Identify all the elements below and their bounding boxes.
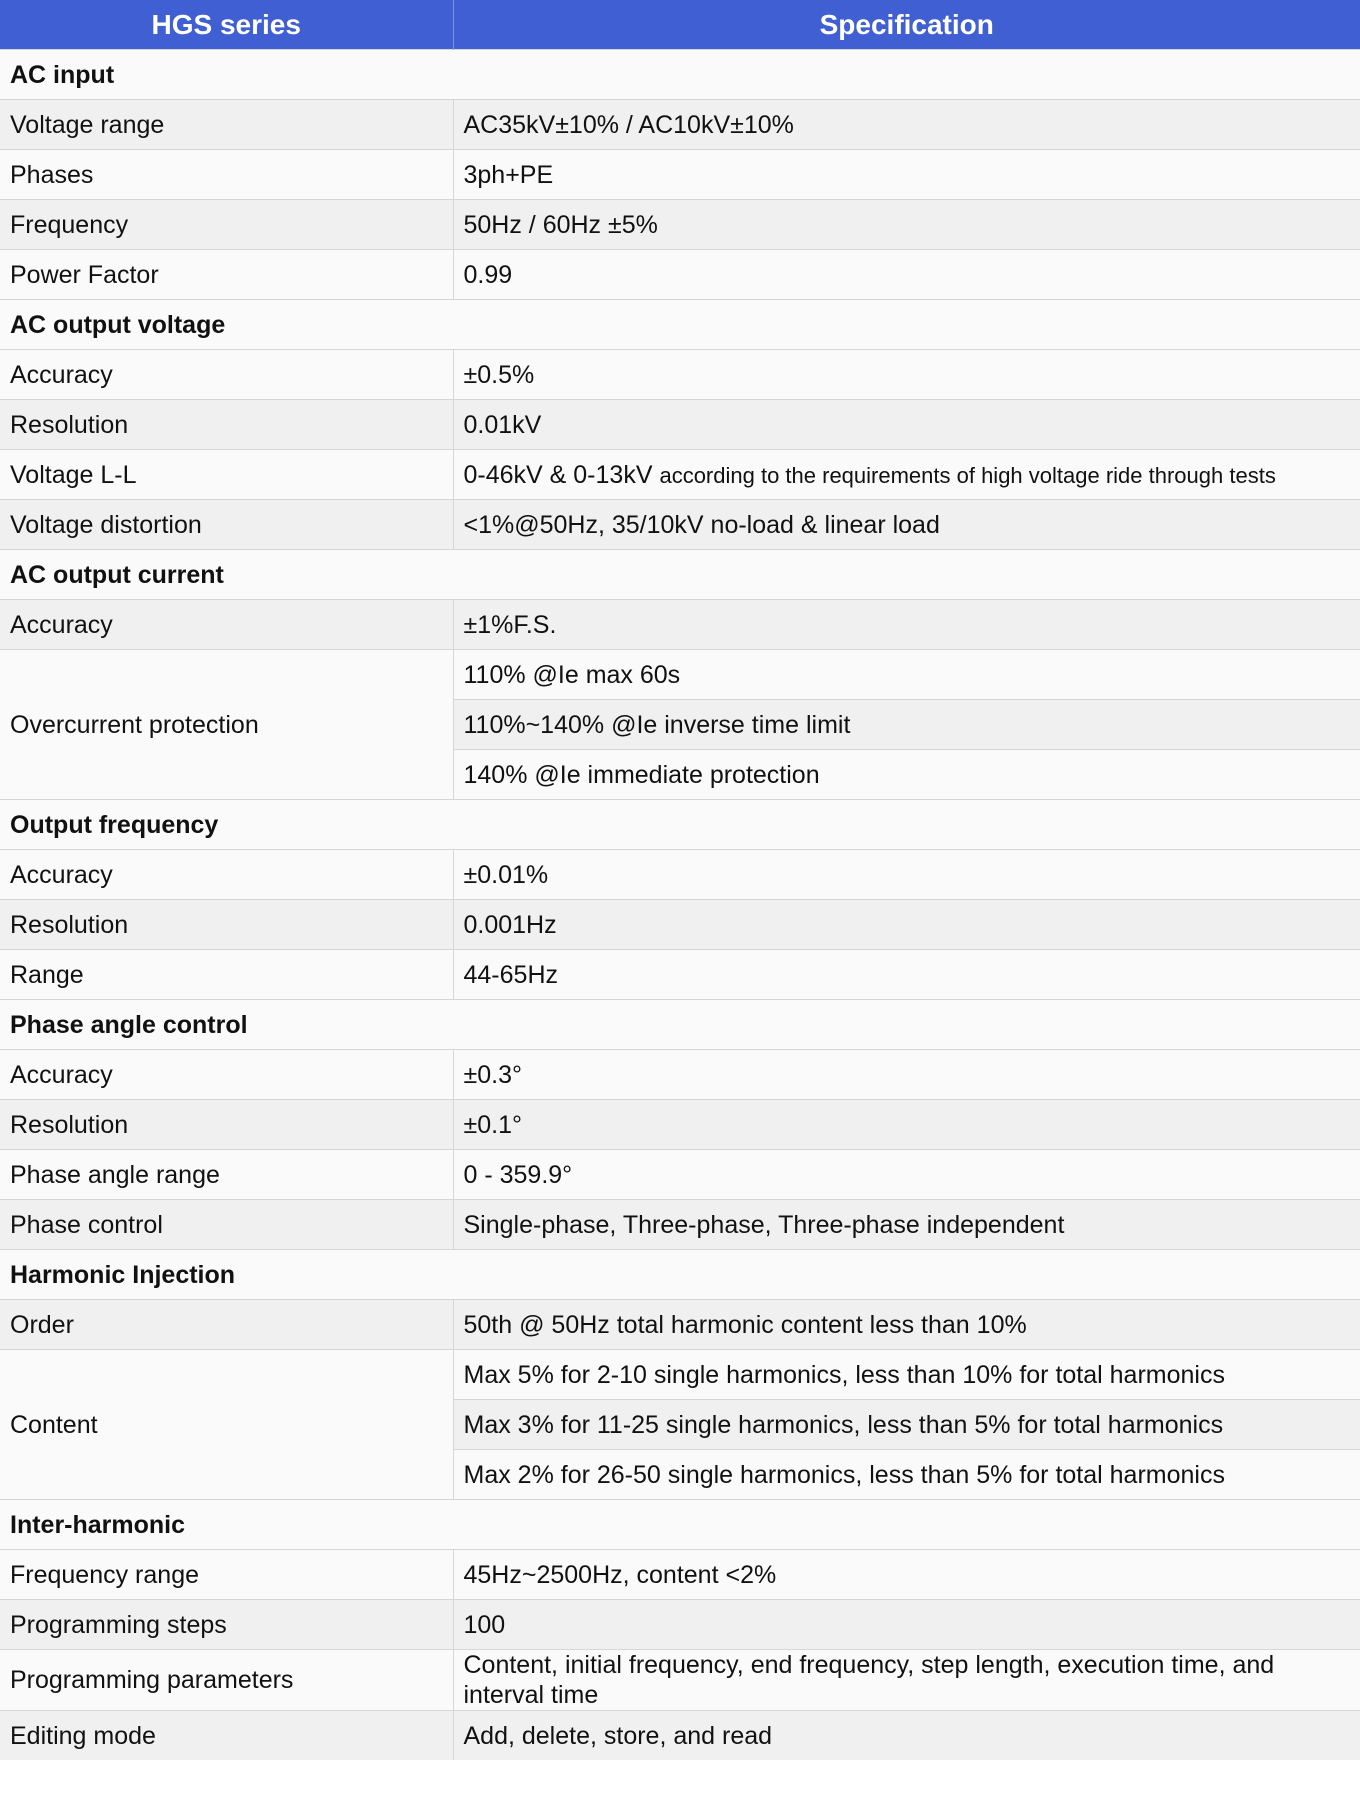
table-row — [0, 350, 1360, 400]
section-output-frequency — [0, 800, 1360, 850]
table-row — [0, 950, 1360, 1000]
row-label: Frequency — [0, 200, 453, 250]
table-row — [0, 500, 1360, 550]
row-label: Range — [0, 950, 453, 1000]
row-value: Max 2% for 26-50 single harmonics, less than 5% for total harmonics — [453, 1450, 1360, 1500]
table-row — [0, 1711, 1360, 1761]
row-value: ±1%F.S. — [453, 600, 1360, 650]
section-title: AC output current — [0, 550, 1360, 600]
table-row — [0, 850, 1360, 900]
table-row — [0, 1600, 1360, 1650]
row-value: 0 - 359.9° — [453, 1150, 1360, 1200]
table-row — [0, 650, 1360, 700]
row-value: Content, initial frequency, end frequency, step length, execution time, and interval time — [453, 1650, 1360, 1711]
section-ac-input — [0, 50, 1360, 100]
row-label: Power Factor — [0, 250, 453, 300]
section-title: Harmonic Injection — [0, 1250, 1360, 1300]
row-value: 50th @ 50Hz total harmonic content less than 10% — [453, 1300, 1360, 1350]
section-phase-angle-control — [0, 1000, 1360, 1050]
row-value — [453, 450, 1360, 500]
row-value: ±0.3° — [453, 1050, 1360, 1100]
table-row — [0, 450, 1360, 500]
row-label: Resolution — [0, 400, 453, 450]
row-value: Add, delete, store, and read — [453, 1711, 1360, 1761]
table-row — [0, 250, 1360, 300]
row-value: 140% @Ie immediate protection — [453, 750, 1360, 800]
row-label: Accuracy — [0, 350, 453, 400]
table-row — [0, 1150, 1360, 1200]
row-label: Frequency range — [0, 1550, 453, 1600]
row-label: Accuracy — [0, 1050, 453, 1100]
row-label: Phase control — [0, 1200, 453, 1250]
row-label: Voltage distortion — [0, 500, 453, 550]
row-value: ±0.1° — [453, 1100, 1360, 1150]
row-value: 110%~140% @Ie inverse time limit — [453, 700, 1360, 750]
row-value: 0.001Hz — [453, 900, 1360, 950]
table-row — [0, 1200, 1360, 1250]
table-row — [0, 1350, 1360, 1400]
row-label: Accuracy — [0, 600, 453, 650]
table-row — [0, 1300, 1360, 1350]
table-row — [0, 1650, 1360, 1711]
row-value: Max 5% for 2-10 single harmonics, less than 10% for total harmonics — [453, 1350, 1360, 1400]
header-series: HGS series — [0, 0, 453, 50]
row-value: 3ph+PE — [453, 150, 1360, 200]
section-title: AC input — [0, 50, 1360, 100]
row-label: Overcurrent protection — [0, 650, 453, 800]
row-value: 45Hz~2500Hz, content <2% — [453, 1550, 1360, 1600]
row-label: Accuracy — [0, 850, 453, 900]
row-label: Voltage range — [0, 100, 453, 150]
section-title: Output frequency — [0, 800, 1360, 850]
row-value: ±0.5% — [453, 350, 1360, 400]
table-row — [0, 600, 1360, 650]
voltage-ll-value: 0-46kV & 0-13kV — [463, 460, 653, 489]
table-row — [0, 400, 1360, 450]
row-value: 100 — [453, 1600, 1360, 1650]
row-label: Resolution — [0, 900, 453, 950]
row-label: Order — [0, 1300, 453, 1350]
row-value: 50Hz / 60Hz ±5% — [453, 200, 1360, 250]
section-ac-output-current — [0, 550, 1360, 600]
row-value: 0.99 — [453, 250, 1360, 300]
section-title: AC output voltage — [0, 300, 1360, 350]
row-value: <1%@50Hz, 35/10kV no-load & linear load — [453, 500, 1360, 550]
table-row — [0, 1550, 1360, 1600]
row-label: Programming parameters — [0, 1650, 453, 1711]
table-row — [0, 100, 1360, 150]
table-header — [0, 0, 1360, 50]
row-value: ±0.01% — [453, 850, 1360, 900]
row-value: 44-65Hz — [453, 950, 1360, 1000]
row-label: Resolution — [0, 1100, 453, 1150]
voltage-ll-note: according to the requirements of high voltage ride through tests — [659, 462, 1276, 488]
section-title: Phase angle control — [0, 1000, 1360, 1050]
row-label: Content — [0, 1350, 453, 1500]
row-label: Phase angle range — [0, 1150, 453, 1200]
table-row — [0, 200, 1360, 250]
row-label: Phases — [0, 150, 453, 200]
header-specification: Specification — [453, 0, 1360, 50]
row-value: Single-phase, Three-phase, Three-phase independent — [453, 1200, 1360, 1250]
row-value: Max 3% for 11-25 single harmonics, less than 5% for total harmonics — [453, 1400, 1360, 1450]
row-label: Editing mode — [0, 1711, 453, 1761]
section-ac-output-voltage — [0, 300, 1360, 350]
row-value: AC35kV±10% / AC10kV±10% — [453, 100, 1360, 150]
table-row — [0, 900, 1360, 950]
row-label: Programming steps — [0, 1600, 453, 1650]
section-harmonic-injection — [0, 1250, 1360, 1300]
section-inter-harmonic — [0, 1500, 1360, 1550]
table-row — [0, 1050, 1360, 1100]
table-row — [0, 1100, 1360, 1150]
table-row — [0, 150, 1360, 200]
row-label: Voltage L-L — [0, 450, 453, 500]
row-value: 110% @Ie max 60s — [453, 650, 1360, 700]
row-value: 0.01kV — [453, 400, 1360, 450]
section-title: Inter-harmonic — [0, 1500, 1360, 1550]
